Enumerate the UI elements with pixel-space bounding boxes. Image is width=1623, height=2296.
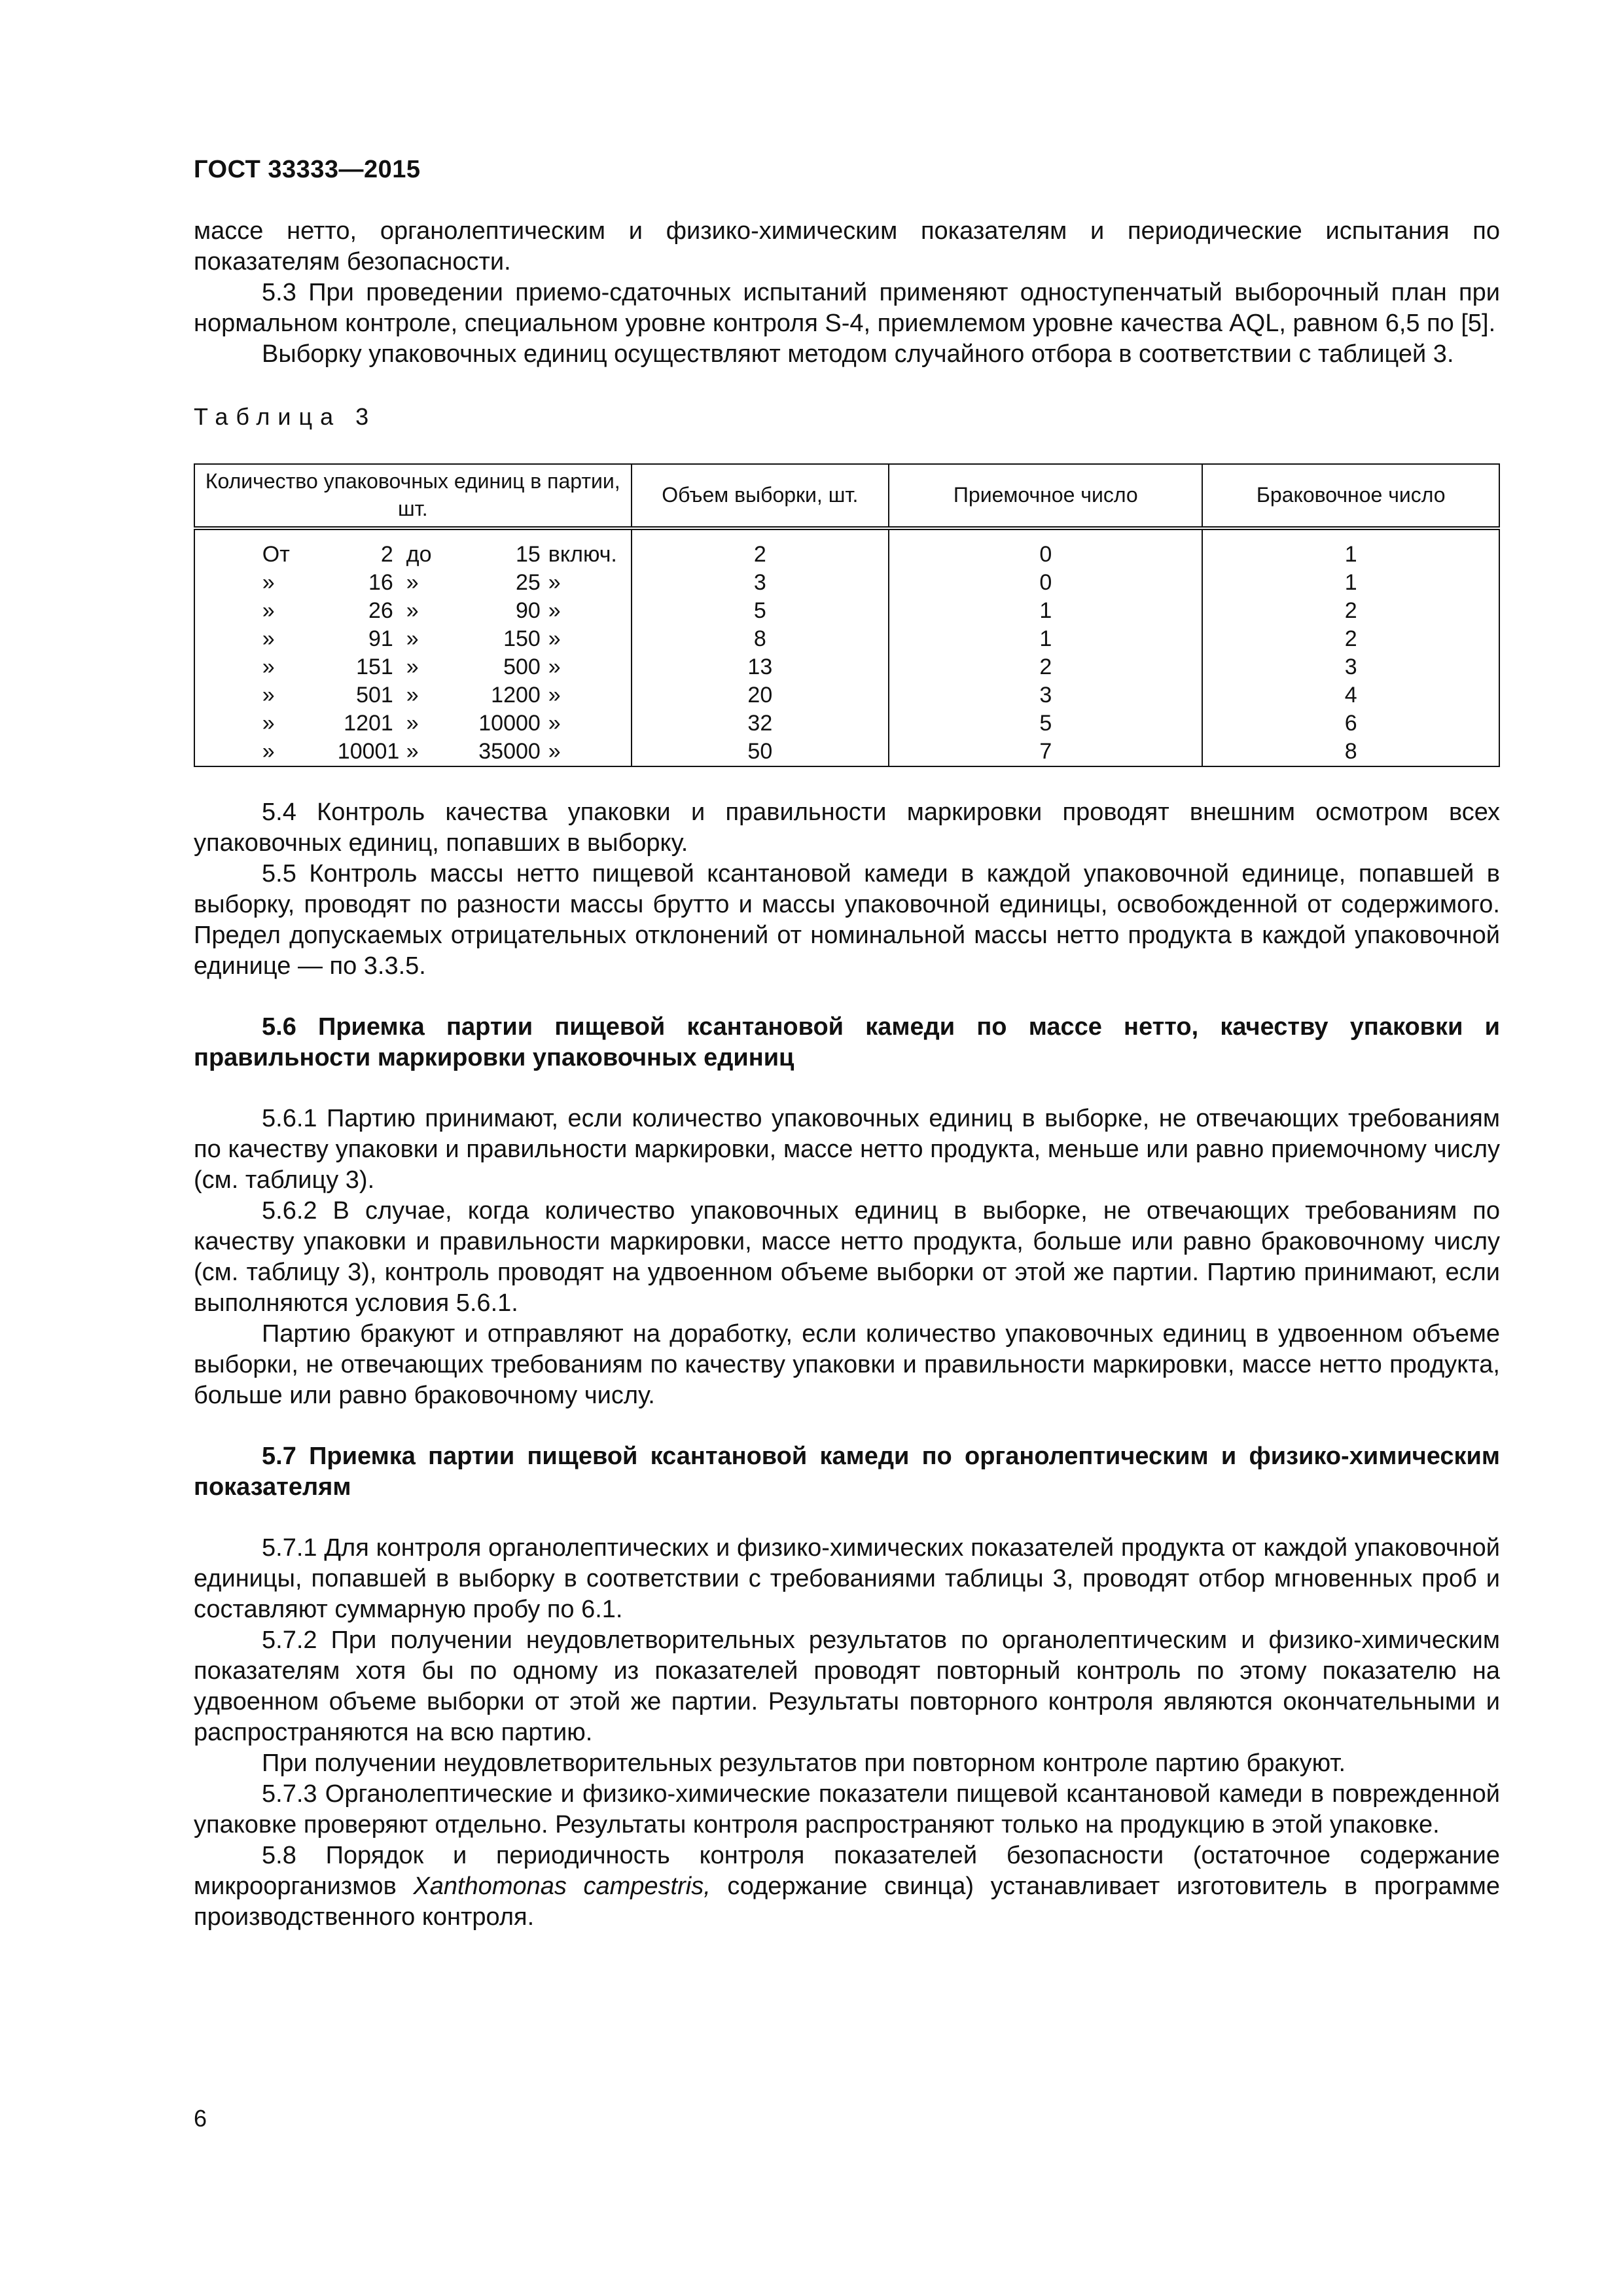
document-body: [194, 216, 1500, 1933]
section-heading-5-7: 5.7 Приемка партии пищевой ксантановой камеди по органолептическим и физико-химическим показателям: [194, 1443, 1500, 1501]
range-from-word: »: [262, 711, 275, 736]
range-to: 500: [503, 655, 541, 679]
range-from-word: »: [262, 655, 275, 679]
table-row: [194, 569, 1499, 597]
table-caption: Таблица 3: [194, 403, 377, 430]
sampling-table: [194, 463, 1500, 767]
lot-size-cell: [194, 738, 632, 766]
range-from: 501: [356, 683, 393, 708]
range-to-word: »: [406, 739, 419, 764]
acceptance-number-cell: 5: [889, 709, 1202, 738]
range-from: 151: [356, 655, 393, 679]
range-from-word: »: [262, 626, 275, 651]
acceptance-number-cell: 1: [889, 625, 1202, 653]
rejection-number-cell: 1: [1202, 528, 1499, 569]
paragraph-5-8: [194, 1840, 1500, 1933]
lot-size-cell: [194, 653, 632, 681]
range-from: 1201: [344, 711, 393, 736]
range-suffix: »: [548, 570, 561, 595]
paragraph-5-4: 5.4 Контроль качества упаковки и правильности маркировки проводят внешним осмотром всех упаковочных единиц, попавших в выборку.: [194, 798, 1500, 857]
sample-size-cell: 32: [632, 709, 889, 738]
range-from: 26: [368, 598, 393, 623]
paragraph-5-7-1: 5.7.1 Для контроля органолептических и физико-химических показателей продукта от каждой упаковочной единицы, попавшей в выборку в соответствии с требованиями таблицы 3, проводят отбор мгновенных проб и составляют суммарную пробу по 6.1.: [194, 1534, 1500, 1623]
range-suffix: »: [548, 711, 561, 736]
lot-size-cell: [194, 597, 632, 625]
sample-size-cell: 3: [632, 569, 889, 597]
range-to-word: »: [406, 683, 419, 708]
range-from-word: »: [262, 683, 275, 708]
acceptance-number-cell: 2: [889, 653, 1202, 681]
table-row: [194, 528, 1499, 569]
range-from: 10001: [337, 739, 400, 764]
table-header-acceptance-number: Приемочное число: [889, 464, 1202, 528]
table-header-rejection-number: Браковочное число: [1202, 464, 1499, 528]
range-from-word: »: [262, 598, 275, 623]
paragraph-5-6-2: 5.6.2 В случае, когда количество упаковочных единиц в выборке, не отвечающих требованиям по качеству упаковки и правильности маркировки, массе нетто продукта, больше или равно браковочному числу (см. таблицу 3), контроль проводят на удвоенном объеме выборки от этой же партии. Партию принимают, если выполняются условия 5.6.1.: [194, 1197, 1500, 1317]
lot-size-cell: [194, 709, 632, 738]
sample-size-cell: 20: [632, 681, 889, 709]
table-row: [194, 597, 1499, 625]
lot-size-cell: [194, 625, 632, 653]
rejection-number-cell: 3: [1202, 653, 1499, 681]
range-to: 35000: [478, 739, 541, 764]
range-suffix: »: [548, 626, 561, 651]
table-row: [194, 681, 1499, 709]
rejection-number-cell: 2: [1202, 597, 1499, 625]
table-row: [194, 738, 1499, 766]
sample-size-cell: 8: [632, 625, 889, 653]
range-from-word: От: [262, 542, 290, 567]
rejection-number-cell: 4: [1202, 681, 1499, 709]
lot-size-cell: [194, 681, 632, 709]
range-from-word: »: [262, 570, 275, 595]
acceptance-number-cell: 0: [889, 528, 1202, 569]
text-run: содержание свинца) устанавливает изготовитель в программе производственного контроля.: [194, 1873, 1500, 1931]
range-to: 10000: [478, 711, 541, 736]
table-row: [194, 709, 1499, 738]
range-to-word: »: [406, 626, 419, 651]
paragraph: массе нетто, органолептическим и физико-химическим показателям и периодические испытания по показателям безопасности.: [194, 217, 1500, 276]
paragraph-5-3: 5.3 При проведении приемо-сдаточных испытаний применяют одноступенчатый выборочный план при нормальном контроле, специальном уровне контроля S-4, приемлемом уровне качества AQL, равном 6,5 по [5].: [194, 279, 1500, 337]
range-to-word: »: [406, 570, 419, 595]
paragraph: Партию бракуют и отправляют на доработку, если количество упаковочных единиц в удвоенном объеме выборки, не отвечающих требованиям по качеству упаковки и правильности маркировки, массе нетто продукта, больше или равно браковочному числу.: [194, 1320, 1500, 1409]
text-run: 5.8 Порядок и периодичность контроля показателей безопасности (остаточное содержание микроорганизмов: [194, 1842, 1500, 1900]
range-suffix: »: [548, 739, 561, 764]
table-row: [194, 653, 1499, 681]
sample-size-cell: 2: [632, 528, 889, 569]
range-to: 15: [515, 542, 541, 567]
rejection-number-cell: 6: [1202, 709, 1499, 738]
range-from: 2: [380, 542, 393, 567]
table-header-sample-size: Объем выборки, шт.: [632, 464, 889, 528]
table-header-lot-size: Количество упаковочных единиц в партии, шт.: [194, 464, 632, 528]
range-suffix: »: [548, 598, 561, 623]
document-header: ГОСТ 33333—2015: [194, 156, 421, 183]
table-row: [194, 625, 1499, 653]
sample-size-cell: 13: [632, 653, 889, 681]
paragraph-5-7-2: 5.7.2 При получении неудовлетворительных результатов по органолептическим и физико-химическим показателям хотя бы по одному из показателей проводят повторный контроль по этому показателю на удвоенном объеме выборки от этой же партии. Результаты повторного контроля являются окончательными и распространяются на всю партию.: [194, 1626, 1500, 1746]
range-to: 150: [503, 626, 541, 651]
rejection-number-cell: 1: [1202, 569, 1499, 597]
lot-size-cell: [194, 569, 632, 597]
acceptance-number-cell: 3: [889, 681, 1202, 709]
acceptance-number-cell: 7: [889, 738, 1202, 766]
sample-size-cell: 50: [632, 738, 889, 766]
page-number: 6: [194, 2105, 207, 2132]
range-to: 1200: [491, 683, 541, 708]
range-from: 16: [368, 570, 393, 595]
range-suffix: включ.: [548, 542, 617, 567]
rejection-number-cell: 2: [1202, 625, 1499, 653]
sample-size-cell: 5: [632, 597, 889, 625]
range-to-word: »: [406, 711, 419, 736]
range-suffix: »: [548, 683, 561, 708]
rejection-number-cell: 8: [1202, 738, 1499, 766]
paragraph-5-7-3: 5.7.3 Органолептические и физико-химические показатели пищевой ксантановой камеди в поврежденной упаковке проверяют отдельно. Результаты контроля распространяют только на продукцию в этой упаковке.: [194, 1780, 1500, 1839]
range-to-word: »: [406, 598, 419, 623]
range-to: 25: [515, 570, 541, 595]
paragraph-5-5: 5.5 Контроль массы нетто пищевой ксантановой камеди в каждой упаковочной единице, попавшей в выборку, проводят по разности массы брутто и массы упаковочной единицы, освобожденной от содержимого. Предел допускаемых отрицательных отклонений от номинальной массы нетто продукта в каждой упаковочной единице — по 3.3.5.: [194, 860, 1500, 980]
range-suffix: »: [548, 655, 561, 679]
range-to: 90: [515, 598, 541, 623]
paragraph: При получении неудовлетворительных результатов при повторном контроле партию бракуют.: [262, 1749, 1346, 1777]
range-to-word: »: [406, 655, 419, 679]
paragraph-5-6-1: 5.6.1 Партию принимают, если количество упаковочных единиц в выборке, не отвечающих требованиям по качеству упаковки и правильности маркировки, массе нетто продукта, меньше или равно приемочному числу (см. таблицу 3).: [194, 1105, 1500, 1194]
range-from: 91: [368, 626, 393, 651]
range-to-word: до: [406, 542, 432, 567]
acceptance-number-cell: 0: [889, 569, 1202, 597]
lot-size-cell: [194, 528, 632, 569]
section-heading-5-6: 5.6 Приемка партии пищевой ксантановой камеди по массе нетто, качеству упаковки и правильности маркировки упаковочных единиц: [194, 1013, 1500, 1071]
paragraph: Выборку упаковочных единиц осуществляют методом случайного отбора в соответствии с таблицей 3.: [262, 340, 1454, 368]
acceptance-number-cell: 1: [889, 597, 1202, 625]
species-name: Xanthomonas campestris,: [413, 1873, 711, 1900]
range-from-word: »: [262, 739, 275, 764]
